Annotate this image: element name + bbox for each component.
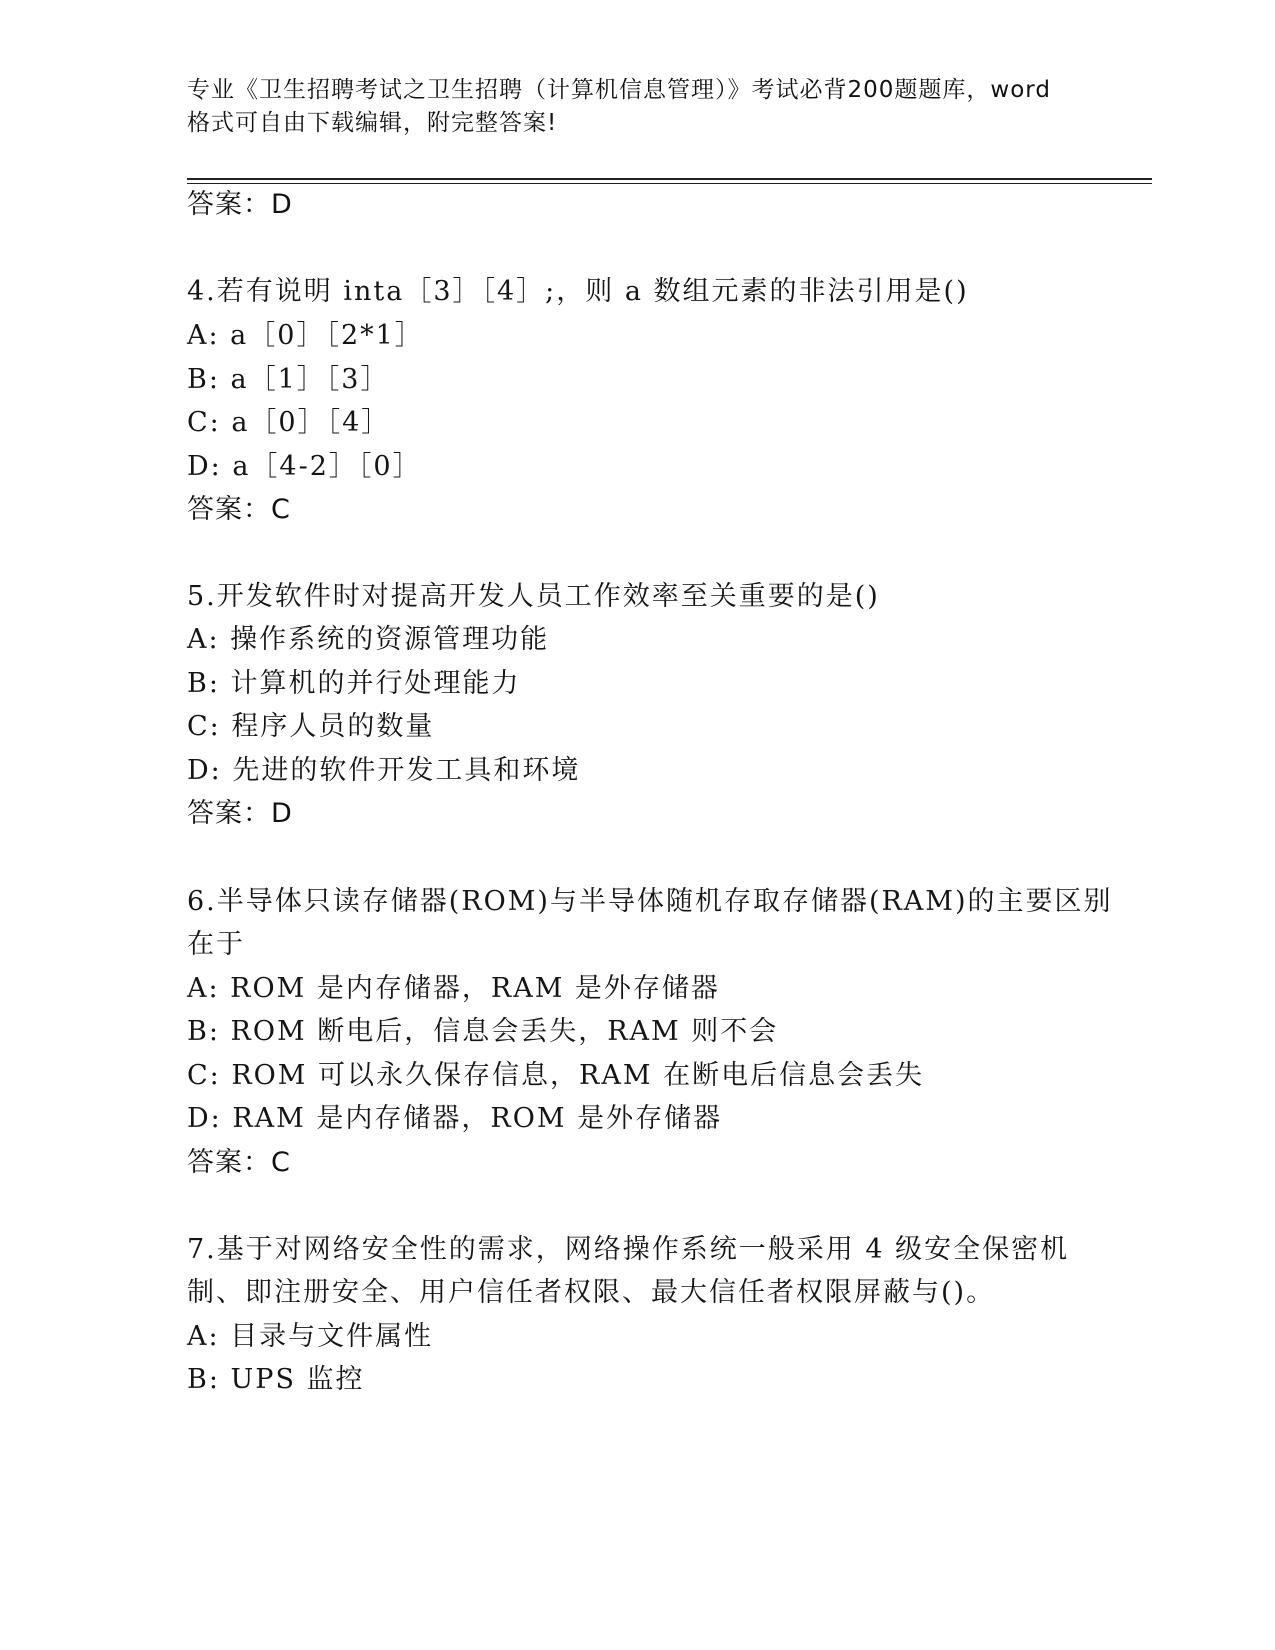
question-6-answer: 答案：C bbox=[187, 1147, 291, 1178]
question-4-option-c: C: a［0］［4］ bbox=[187, 407, 391, 438]
question-5-answer: 答案：D bbox=[187, 798, 293, 829]
question-5-option-a: A: 操作系统的资源管理功能 bbox=[187, 624, 550, 655]
question-7-option-a: A: 目录与文件属性 bbox=[187, 1321, 434, 1352]
question-5-option-c: C: 程序人员的数量 bbox=[187, 711, 435, 742]
question-6-stem-line-2: 在于 bbox=[187, 929, 245, 960]
question-6-stem-line-1: 6.半导体只读存储器(ROM)与半导体随机存取存储器(RAM)的主要区别 bbox=[187, 886, 1113, 917]
question-4-option-d: D: a［4-2］［0］ bbox=[187, 451, 422, 482]
question-5-option-b: B: 计算机的并行处理能力 bbox=[187, 668, 521, 699]
question-6-option-b: B: ROM 断电后，信息会丢失，RAM 则不会 bbox=[187, 1016, 779, 1047]
question-4-option-a: A: a［0］［2*1］ bbox=[187, 320, 424, 351]
header-divider-thin bbox=[187, 183, 1152, 184]
question-6-option-c: C: ROM 可以永久保存信息，RAM 在断电后信息会丢失 bbox=[187, 1060, 925, 1091]
question-4-option-b: B: a［1］［3］ bbox=[187, 364, 390, 395]
answer-prev-question: 答案：D bbox=[187, 189, 293, 220]
question-7-stem-line-1: 7.基于对网络安全性的需求，网络操作系统一般采用 4 级安全保密机 bbox=[187, 1234, 1070, 1265]
question-7-stem-line-2: 制、即注册安全、用户信任者权限、最大信任者权限屏蔽与()。 bbox=[187, 1277, 996, 1308]
question-4-answer: 答案：C bbox=[187, 494, 291, 525]
question-6-option-d: D: RAM 是内存储器，ROM 是外存储器 bbox=[187, 1103, 723, 1134]
question-4-stem: 4.若有说明 inta［3］［4］;，则 a 数组元素的非法引用是() bbox=[187, 276, 969, 307]
question-5-option-d: D: 先进的软件开发工具和环境 bbox=[187, 755, 581, 786]
question-7-option-b: B: UPS 监控 bbox=[187, 1364, 365, 1395]
question-6-option-a: A: ROM 是内存储器，RAM 是外存储器 bbox=[187, 973, 720, 1004]
header-line-1: 专业《卫生招聘考试之卫生招聘（计算机信息管理）》考试必背200题题库，word bbox=[187, 77, 1051, 103]
header-line-2: 格式可自由下载编辑，附完整答案! bbox=[187, 110, 558, 136]
document-header bbox=[187, 74, 1087, 140]
header-divider-thick bbox=[187, 178, 1152, 180]
question-5-stem: 5.开发软件时对提高开发人员工作效率至关重要的是() bbox=[187, 581, 880, 612]
